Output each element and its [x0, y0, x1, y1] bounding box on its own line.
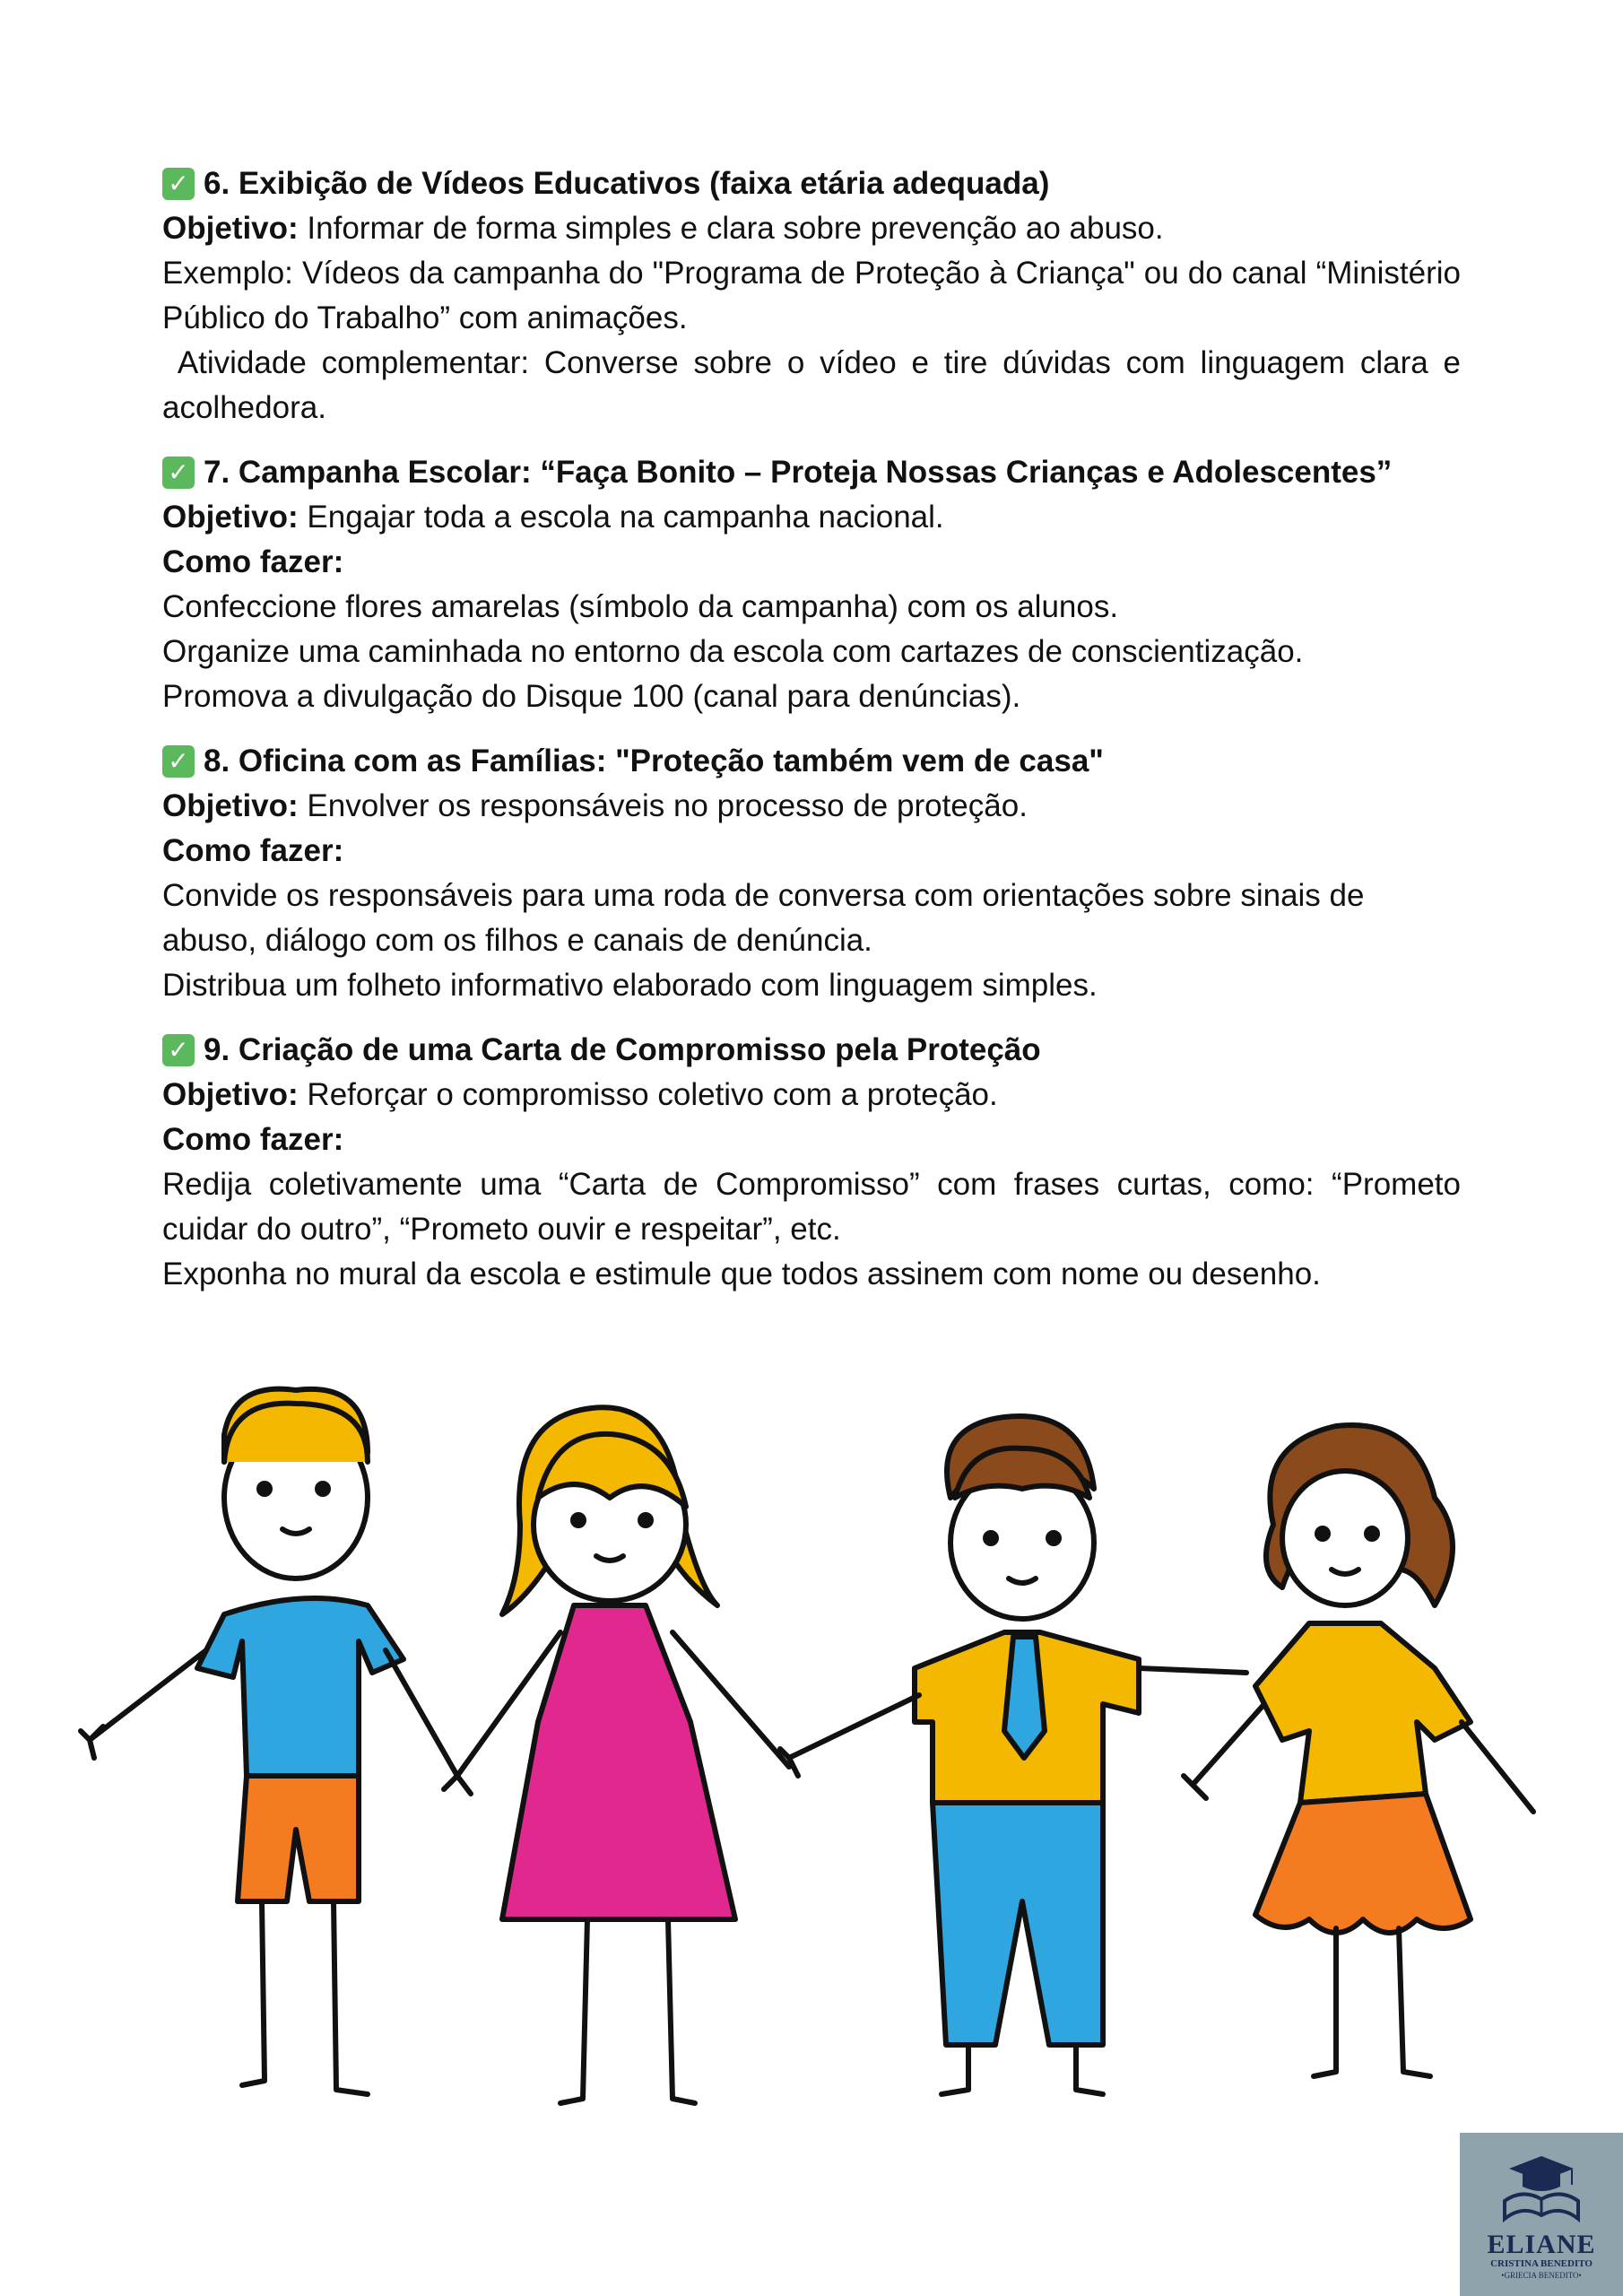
how-to-label	[162, 1118, 1461, 1162]
logo-subtitle: CRISTINA BENEDITO	[1490, 2258, 1593, 2269]
body-paragraph: Promova a divulgação do Disque 100 (canal para denúncias).	[162, 679, 1021, 714]
document-body	[162, 161, 1470, 1317]
graduation-cap-book-icon	[1460, 2133, 1623, 2231]
check-mark-icon: ✓	[162, 745, 195, 778]
objective-text: Envolver os responsáveis no processo de proteção.	[298, 788, 1028, 823]
author-logo	[1460, 2133, 1623, 2296]
section-9	[162, 1028, 1461, 1297]
girl-pink-dress-figure	[444, 1407, 789, 2103]
how-to-label	[162, 540, 1461, 585]
body-paragraph: Confeccione flores amarelas (símbolo da campanha) com os alunos.	[162, 589, 1119, 624]
body-paragraph: Organize uma caminhada no entorno da escola com cartazes de conscientização.	[162, 634, 1304, 669]
objective-text: Informar de forma simples e clara sobre prevenção ao abuso.	[298, 211, 1164, 246]
body-paragraph: Convide os responsáveis para uma roda de conversa com orientações sobre sinais de abuso, diálogo com os filhos e canais de denúncia.	[162, 878, 1365, 958]
objective-line	[162, 784, 1461, 829]
objective-line	[162, 1073, 1461, 1118]
section-title: 7. Campanha Escolar: “Faça Bonito – Proteja Nossas Crianças e Adolescentes”	[204, 455, 1393, 490]
body-paragraph: Distribua um folheto informativo elaborado com linguagem simples.	[162, 968, 1098, 1003]
logo-tagline: •GRIECIA BENEDITO•	[1501, 2271, 1582, 2280]
children-holding-hands-illustration	[72, 1363, 1560, 2126]
objective-label: Objetivo:	[162, 500, 299, 535]
section-title: 9. Criação de uma Carta de Compromisso pela Proteção	[204, 1032, 1041, 1067]
objective-label: Objetivo:	[162, 1077, 299, 1112]
objective-text: Engajar toda a escola na campanha nacional.	[298, 500, 944, 535]
objective-line	[162, 206, 1461, 251]
check-mark-icon: ✓	[162, 1034, 195, 1066]
section-8	[162, 739, 1461, 1008]
boy-blue-shirt-figure	[81, 1389, 457, 2094]
how-to-label	[162, 829, 1461, 874]
how-to-label-text: Como fazer:	[162, 1122, 344, 1157]
check-mark-icon: ✓	[162, 457, 195, 489]
section-heading	[162, 739, 1461, 784]
section-heading	[162, 1028, 1461, 1073]
section-title: 8. Oficina com as Famílias: "Proteção também vem de casa"	[204, 744, 1104, 778]
boy-yellow-shirt-figure	[780, 1416, 1246, 2094]
section-7	[162, 450, 1461, 719]
how-to-label-text: Como fazer:	[162, 544, 344, 579]
objective-label: Objetivo:	[162, 788, 299, 823]
body-paragraph: Exemplo: Vídeos da campanha do "Programa de Proteção à Criança" ou do canal “Ministério Público do Trabalho” com animações.	[162, 256, 1461, 335]
how-to-label-text: Como fazer:	[162, 833, 344, 868]
body-paragraph: Exponha no mural da escola e estimule que todos assinem com nome ou desenho.	[162, 1257, 1321, 1292]
girl-curly-hair-figure	[1184, 1425, 1533, 2076]
section-title: 6. Exibição de Vídeos Educativos (faixa etária adequada)	[204, 166, 1050, 201]
objective-text: Reforçar o compromisso coletivo com a proteção.	[298, 1077, 998, 1112]
section-6	[162, 161, 1470, 430]
check-mark-icon: ✓	[162, 168, 195, 200]
section-heading	[162, 161, 1461, 206]
body-paragraph: Atividade complementar: Converse sobre o vídeo e tire dúvidas com linguagem clara e acolhedora.	[162, 345, 1470, 425]
logo-name: ELIANE	[1487, 2230, 1596, 2259]
objective-label: Objetivo:	[162, 211, 299, 246]
body-paragraph: Redija coletivamente uma “Carta de Compromisso” com frases curtas, como: “Prometo cuidar do outro”, “Prometo ouvir e respeitar”, etc.	[162, 1167, 1461, 1247]
objective-line	[162, 495, 1461, 540]
section-heading	[162, 450, 1461, 495]
